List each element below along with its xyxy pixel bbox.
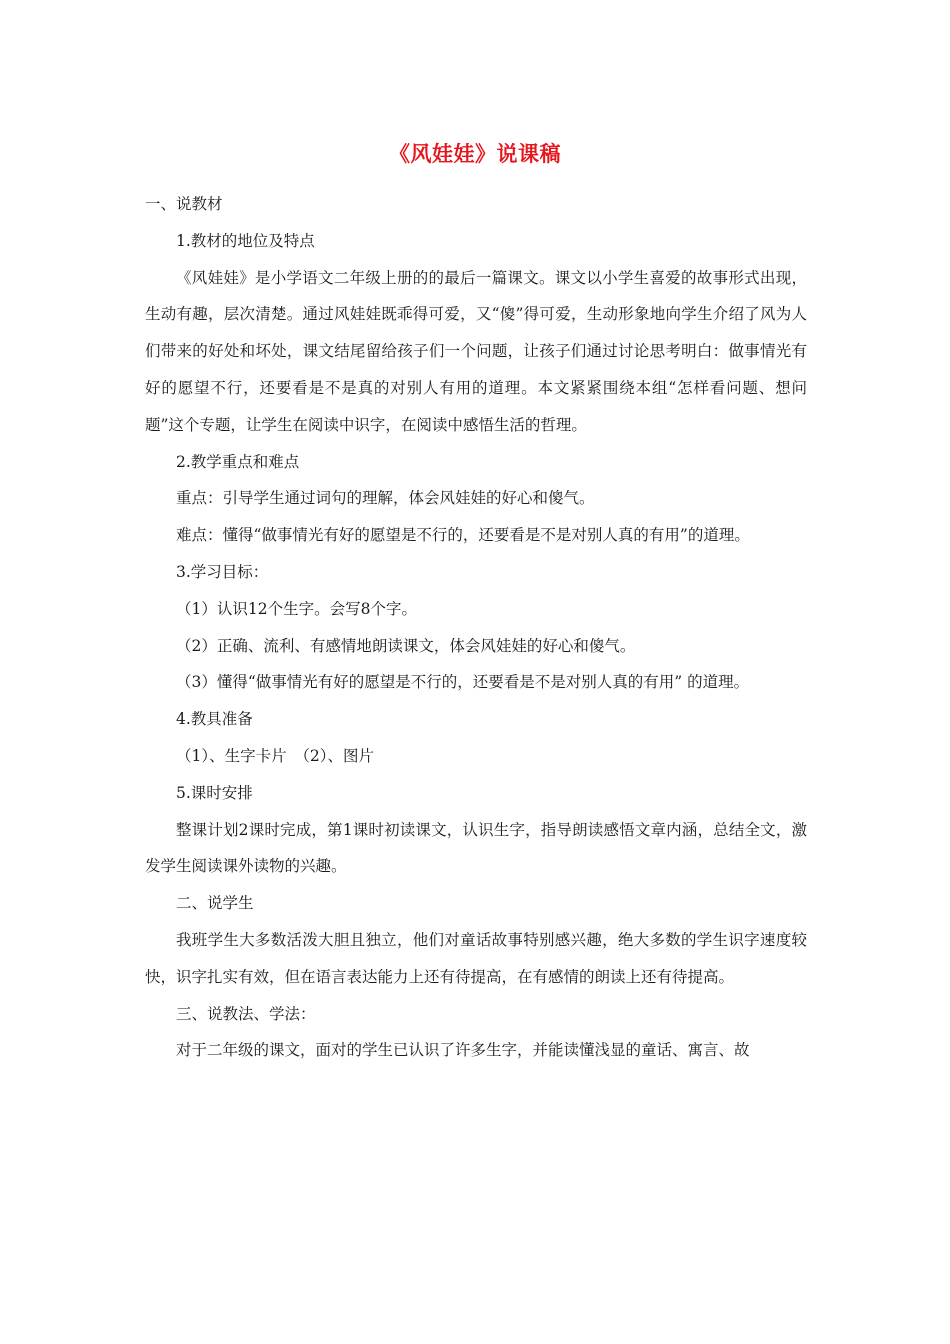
document-title: 《风娃娃》说课稿 [389, 142, 561, 166]
difficult-point-text: 难点：懂得“做事情光有好的愿望是不行的，还要看是不是对别人真的有用”的道理。 [176, 526, 750, 545]
document-body [145, 186, 807, 1069]
key-point-text: 重点：引导学生通过词句的理解，体会风娃娃的好心和傻气。 [176, 489, 595, 508]
paragraph-2: 我班学生大多数活泼大胆且独立，他们对童话故事特别感兴趣，绝大多数的学生识字速度较快，识字扎实有效，但在语言表达能力上还有待提高，在有感情的朗读上还有待提高。 [145, 930, 807, 986]
subheading-1-2: 2.教学重点和难点 [176, 452, 300, 471]
paragraph-1-5: 整课计划2课时完成，第1课时初读课文，认识生字，指导朗读感悟文章内涵，总结全文，激发学生阅读课外读物的兴趣。 [145, 820, 807, 876]
section-heading-3: 三、说教法、学法： [176, 1004, 316, 1023]
paragraph-1-1: 《风娃娃》是小学语文二年级上册的的最后一篇课文。课文以小学生喜爱的故事形式出现，生动有趣，层次清楚。通过风娃娃既乖得可爱，又“傻”得可爱，生动形象地向学生介绍了风为人们带来的好处和坏处，课文结尾留给孩子们一个问题，让孩子们通过讨论思考明白：做事情光有好的愿望不行，还要看是不是真的对别人有用的道理。本文紧紧围绕本组“怎样看问题、想问题”这个专题，让学生在阅读中识字，在阅读中感悟生活的哲理。 [145, 268, 807, 434]
subheading-1-1: 1.教材的地位及特点 [176, 231, 315, 250]
subheading-1-4: 4.教具准备 [176, 710, 253, 729]
goal-item-2: （2）正确、流利、有感情地朗读课文，体会风娃娃的好心和傻气。 [176, 636, 636, 655]
section-heading-1: 一、说教材 [145, 195, 223, 213]
section-heading-2: 二、说学生 [176, 894, 254, 913]
goal-item-3: （3）懂得“做事情光有好的愿望是不行的，还要看是不是对别人真的有用” 的道理。 [176, 673, 750, 692]
teaching-aids-list: （1）、生字卡片 （2）、图片 [176, 746, 374, 765]
subheading-1-5: 5.课时安排 [176, 783, 253, 802]
paragraph-3: 对于二年级的课文，面对的学生已认识了许多生字，并能读懂浅显的童话、寓言、故 [176, 1041, 750, 1060]
subheading-1-3: 3.学习目标： [176, 562, 269, 581]
goal-item-1: （1）认识12个生字。会写8个字。 [176, 599, 417, 618]
